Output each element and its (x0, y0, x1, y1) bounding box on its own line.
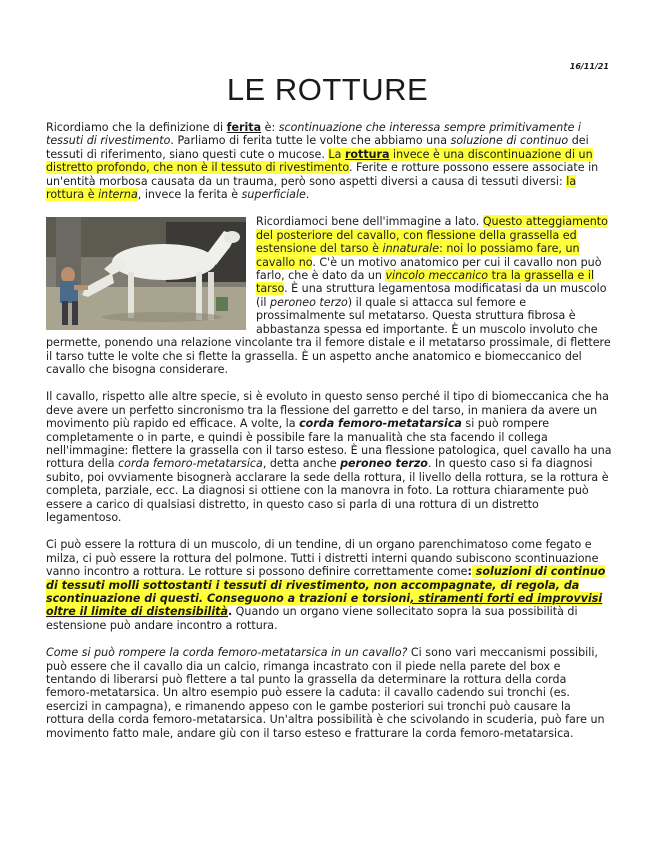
text: : (467, 565, 472, 579)
term-vincolo-meccanico: vincolo meccanico (385, 269, 489, 283)
text: è: (261, 121, 279, 134)
text: . Parliamo di ferita tutte le volte che abbiamo una (170, 134, 451, 148)
question: Come si può rompere la corda femoro-metatarsica in un cavallo? (46, 646, 408, 660)
highlight: la rottura è (46, 174, 577, 202)
term-interna: interna (98, 188, 138, 202)
document-date: 16/11/21 (569, 62, 609, 71)
term-soluzione-continuo: soluzione di continuo (450, 134, 569, 148)
text: Quando un organo viene sollecitato sopra la sua possibilità di estensione può andare incontro a rottura. (46, 605, 578, 632)
horse-photo (46, 217, 246, 330)
paragraph-biomeccanica (46, 390, 612, 524)
text: . In questo caso si fa diagnosi subito, poi ovviamente bisognerà acclarare la sede della rottura, il livello della rottura, se la rottura è completa, parziale, ecc. La diagnosi si ottiene con la manovra in foto. La rottura chiaramente può essere a carico di qualsiasi distretto, in questo caso si parla di una rottura di un distretto legamentoso. (46, 457, 609, 524)
term-corda-femoro-metatarsica: corda femoro-metatarsica (299, 417, 462, 431)
highlight: : noi lo possiamo fare, un cavallo no (256, 242, 580, 269)
text: . (227, 605, 233, 619)
page-title: LE ROTTURE (226, 72, 429, 107)
term-corda-femoro-metatarsica: corda femoro-metatarsica (118, 457, 263, 471)
text: , detta anche (262, 457, 341, 471)
horse-illustration (46, 217, 246, 330)
text: . (305, 188, 310, 202)
highlight: tra la grassella e il tarso (256, 269, 595, 296)
text: Ci sono vari meccanismi possibili, può essere che il cavallo dia un calcio, rimanga incastrato con il piede nella parete del box e tentando di liberarsi può flettere a tal punto la grassella da determinare la rottura della corda femoro-metatarsica. Un altro esempio può essere la caduta: il cavallo cadendo sui tronchi (es. esercizi in campagna), e rimanendo appeso con le gambe posteriori sui tronchi può causare la rottura della corda femoro-metatarsica. Un'altra possibilità è che scivolando in scuderia, può fare un movimento fatto male, andare giù con il tarso esteso e fratturare la corda femoro-metatarsica. (46, 646, 605, 740)
highlight: Questo atteggiamento del posteriore del cavallo, con flessione della grassella ed estensione del tarso è (256, 215, 608, 256)
term-innaturale: innaturale (382, 242, 440, 256)
text: , invece la ferita è (137, 188, 242, 202)
text: . C'è un motivo anatomico per cui il cavallo non può farlo, che è dato da un (256, 255, 602, 283)
text: ) il quale si attacca sul femore e prossimalmente sul metatarso. Questa struttura fibrosa è abbastanza spessa ed importante. È un muscolo involuto che permette, ponendo una relazione vincolante tra il femore distale e il metatarso prossimale, di flettere il tarso tutte le volte che si flette la grassella. È un aspetto anche anatomico e biomeccanico del cavallo che bisogna considerare. (46, 295, 611, 376)
term-ferita: ferita (226, 121, 262, 134)
text: . Ferite e rotture possono essere associate in un'entità morbosa causata da un trauma, però sono aspetti diversi a causa di tessuti diversi: (46, 161, 599, 188)
paragraph-meccanismi (46, 646, 612, 740)
text: si può rompere completamente o in parte, e quindi è possibile fare la manualità che sta facendo il collega nell'immagine: flettere la grassella con il tarso esteso. È una flessione patologica, quel cavallo ha una rottura della (46, 417, 612, 471)
paragraph-immagine (46, 215, 612, 376)
definition-rottura-underlined: , stiramenti forti ed improvvisi oltre il limite di distensibilità (46, 592, 603, 619)
text: Ricordiamo che la definizione di (46, 121, 227, 134)
text: . È una struttura legamentosa modificatasi da un muscolo (il (256, 282, 607, 309)
document-body (46, 121, 612, 754)
definition-rottura: soluzioni di continuo di tessuti molli sottostanti i tessuti di rivestimento, non accompagnate, di regola, da scontinuazione di questi. Conseguono a trazioni e torsioni (46, 565, 606, 605)
term-rottura: rottura (344, 147, 390, 161)
paragraph-rotture (46, 538, 612, 632)
highlight: La (328, 147, 345, 161)
highlight: invece è una discontinuazione di un distretto profondo, che non è il tessuto di rivestimento (46, 147, 593, 175)
text: Ricordiamoci bene dell'immagine a lato. (256, 215, 483, 229)
paragraph-definizione (46, 121, 612, 201)
text: Ci può essere la rottura di un muscolo, di un tendine, di un organo parenchimatoso come fegato e milza, ci può essere la rottura del polmone. Tutti i distretti interni quando subiscono scontinuazione vanno incontro a rottura. Le rotture si possono definire correttamente come (46, 538, 599, 579)
term-superficiale: superficiale (241, 188, 306, 202)
text: dei tessuti di riferimento, siano questi cute o mucose. (46, 134, 589, 161)
term-peroneo-terzo: peroneo terzo (340, 457, 428, 471)
definition-ferita: scontinuazione che interessa sempre primitivamente i tessuti di rivestimento (46, 121, 582, 148)
term-peroneo-terzo: peroneo terzo (270, 295, 348, 309)
text: Il cavallo, rispetto alle altre specie, si è evoluto in questo senso perché il tipo di biomeccanica che ha deve avere un perfetto sincronismo tra la flessione del garretto e del tarso, in maniera da avere un movimento più rapido ed efficace. A volte, la (46, 390, 609, 431)
